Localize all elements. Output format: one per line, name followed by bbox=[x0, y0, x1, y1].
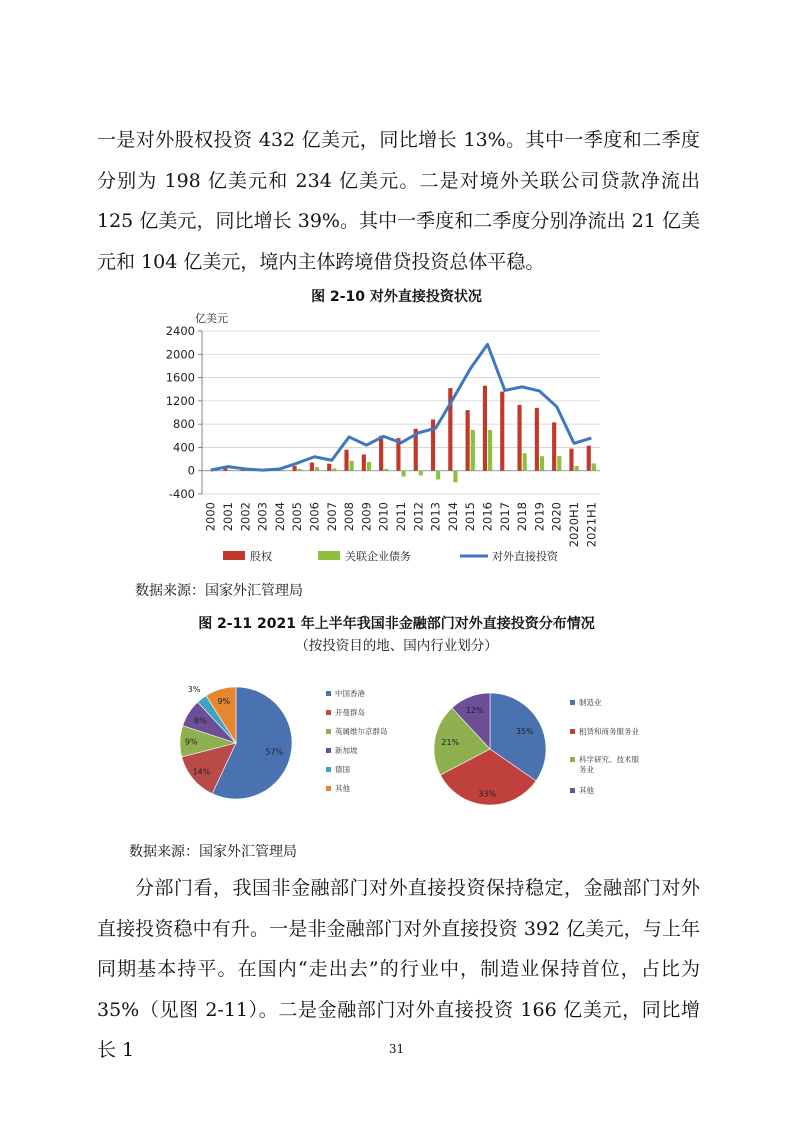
figure-2-10-caption: 图 2-10 对外直接投资状况 bbox=[311, 289, 482, 305]
bar-equity bbox=[500, 392, 504, 471]
x-tick-label: 2019 bbox=[532, 502, 547, 532]
y-tick-label: 2400 bbox=[165, 324, 195, 338]
x-tick-label: 2008 bbox=[342, 502, 357, 532]
pie-data-label: 57% bbox=[265, 747, 284, 757]
bar-affiliate-debt bbox=[575, 466, 579, 471]
bar-affiliate-debt bbox=[298, 469, 302, 471]
bar-equity bbox=[535, 408, 539, 471]
bar-affiliate-debt bbox=[419, 471, 423, 476]
bar-affiliate-debt bbox=[523, 453, 527, 470]
pie-legend-label: 其他 bbox=[579, 786, 594, 795]
figure-2-11-subcaption: （按投资目的地、国内行业划分） bbox=[295, 638, 498, 654]
bar-equity bbox=[569, 449, 573, 471]
bar-affiliate-debt bbox=[228, 470, 232, 471]
x-tick-label: 2001 bbox=[220, 502, 235, 532]
pie-legend-swatch bbox=[326, 767, 331, 772]
x-tick-label: 2007 bbox=[324, 502, 339, 532]
fdi-bar-line-chart bbox=[150, 308, 630, 573]
x-tick-label: 2011 bbox=[394, 502, 408, 532]
pie-data-label: 35% bbox=[515, 726, 534, 736]
legend-label-debt: 关联企业债务 bbox=[345, 550, 411, 563]
y-axis-unit-label: 亿美元 bbox=[195, 312, 228, 325]
legend-swatch-equity bbox=[223, 551, 245, 560]
bar-equity bbox=[587, 446, 591, 471]
y-tick-label: -400 bbox=[168, 487, 195, 501]
bar-affiliate-debt bbox=[557, 456, 561, 471]
pie-legend-label: 德国 bbox=[335, 765, 350, 774]
pie-data-label: 8% bbox=[194, 716, 207, 726]
pie-legend-swatch bbox=[326, 691, 331, 696]
pie-legend-swatch bbox=[326, 729, 331, 734]
pie-legend-swatch bbox=[570, 788, 575, 793]
bar-affiliate-debt bbox=[315, 467, 319, 470]
pie-legend-label: 制造业 bbox=[579, 698, 602, 707]
x-tick-label: 2009 bbox=[359, 502, 374, 532]
x-tick-label: 2010 bbox=[376, 502, 391, 532]
y-tick-label: 0 bbox=[187, 463, 195, 478]
bar-equity bbox=[310, 463, 314, 471]
bar-affiliate-debt bbox=[453, 471, 457, 483]
pie-data-label: 33% bbox=[478, 789, 497, 799]
x-tick-label: 2005 bbox=[290, 502, 305, 532]
bar-affiliate-debt bbox=[540, 456, 544, 471]
legend-label-equity: 股权 bbox=[250, 550, 272, 563]
x-tick-label: 2016 bbox=[480, 502, 495, 532]
bar-affiliate-debt bbox=[384, 469, 388, 471]
pie-legend-label: 开曼群岛 bbox=[335, 708, 365, 717]
pie-legend-label: 新加坡 bbox=[335, 746, 358, 755]
pie-legend-label: 中国香港 bbox=[335, 689, 365, 698]
y-tick-label: 2000 bbox=[165, 347, 195, 362]
pie-legend-label: 其他 bbox=[335, 784, 350, 793]
pie-legend-swatch bbox=[326, 710, 331, 715]
y-tick-label: 400 bbox=[173, 440, 195, 455]
bar-equity bbox=[344, 450, 348, 471]
y-tick-label: 800 bbox=[173, 417, 195, 432]
bar-affiliate-debt bbox=[332, 468, 336, 470]
pie-legend-label: 英属维尔京群岛 bbox=[335, 727, 388, 736]
pie-legend-swatch bbox=[570, 757, 575, 762]
pie-data-label: 14% bbox=[192, 767, 211, 777]
page-number: 31 bbox=[388, 1042, 405, 1056]
bar-affiliate-debt bbox=[436, 471, 440, 480]
pie-legend-label: 租赁和商务服务业 bbox=[579, 727, 639, 736]
industry-pie-chart bbox=[422, 672, 682, 822]
x-tick-label: 2003 bbox=[255, 502, 270, 532]
x-tick-label: 2006 bbox=[307, 502, 322, 532]
pie-legend-label: 科学研究、技术服 bbox=[579, 755, 639, 764]
pie-legend-swatch bbox=[570, 700, 575, 705]
figure-2-10-source: 数据来源：国家外汇管理局 bbox=[135, 583, 303, 599]
bar-affiliate-debt bbox=[367, 462, 371, 471]
x-tick-label: 2020 bbox=[549, 502, 564, 532]
destination-pie-chart bbox=[170, 672, 420, 822]
bar-affiliate-debt bbox=[402, 471, 406, 477]
x-tick-label: 2021H1 bbox=[584, 502, 599, 548]
legend-label-fdi: 对外直接投资 bbox=[492, 550, 558, 563]
bar-equity bbox=[379, 436, 383, 471]
x-tick-label: 2017 bbox=[497, 502, 512, 532]
bar-affiliate-debt bbox=[471, 430, 475, 471]
bar-equity bbox=[483, 386, 487, 471]
bar-affiliate-debt bbox=[350, 461, 354, 471]
pie-data-label: 12% bbox=[465, 705, 484, 715]
legend-swatch-debt bbox=[318, 551, 340, 560]
bar-equity bbox=[517, 405, 521, 471]
x-tick-label: 2012 bbox=[411, 502, 426, 532]
x-tick-label: 2018 bbox=[515, 502, 530, 532]
bar-affiliate-debt bbox=[505, 470, 509, 471]
bar-equity bbox=[552, 422, 556, 470]
paragraph-1: 一是对外股权投资 432 亿美元，同比增长 13%。其中一季度和二季度分别为 198 亿美元和 234 亿美元。二是对境外关联公司贷款净流出 125 亿美元，同比增长 39%。其中一季度和二季度分别净流出 21 亿美元和 104 亿美元，境内主体跨境借贷投资总体平稳。 bbox=[97, 129, 700, 273]
figure-2-11-source: 数据来源：国家外汇管理局 bbox=[129, 844, 297, 860]
bar-equity bbox=[293, 466, 297, 471]
x-tick-label: 2013 bbox=[428, 502, 443, 532]
figure-2-11-caption: 图 2-11 2021 年上半年我国非金融部门对外直接投资分布情况 bbox=[198, 616, 595, 632]
paragraph-2: 分部门看，我国非金融部门对外直接投资保持稳定，金融部门对外直接投资稳中有升。一是非金融部门对外直接投资 392 亿美元，与上年同期基本持平。在国内“走出去”的行业中，制造业保持首位，占比为 35%（见图 2-11）。二是金融部门对外直接投资 166 亿美元，同比增长 1 bbox=[97, 877, 700, 1062]
bar-affiliate-debt bbox=[488, 430, 492, 471]
pie-data-label: 9% bbox=[184, 737, 198, 747]
line-total-fdi bbox=[211, 344, 592, 470]
x-tick-label: 2014 bbox=[445, 502, 460, 532]
bar-equity bbox=[327, 464, 331, 471]
pie-legend-swatch bbox=[326, 786, 331, 791]
x-tick-label: 2015 bbox=[463, 502, 478, 532]
x-tick-label: 2020H1 bbox=[567, 502, 582, 548]
bar-affiliate-debt bbox=[592, 463, 596, 470]
pie-legend-swatch bbox=[326, 748, 331, 753]
pie-legend-swatch bbox=[570, 729, 575, 734]
pie-legend-label-cont: 务业 bbox=[579, 765, 594, 774]
y-tick-label: 1200 bbox=[165, 393, 195, 408]
bar-equity bbox=[362, 454, 366, 470]
y-tick-label: 1600 bbox=[165, 370, 195, 385]
pie-data-label: 9% bbox=[217, 697, 231, 707]
pie-data-label: 21% bbox=[441, 738, 460, 748]
x-tick-label: 2002 bbox=[238, 502, 253, 532]
bar-affiliate-debt bbox=[280, 470, 284, 471]
x-tick-label: 2004 bbox=[272, 502, 287, 532]
pie-data-label: 3% bbox=[187, 685, 201, 695]
bar-equity bbox=[466, 410, 470, 471]
x-tick-label: 2000 bbox=[203, 502, 218, 532]
